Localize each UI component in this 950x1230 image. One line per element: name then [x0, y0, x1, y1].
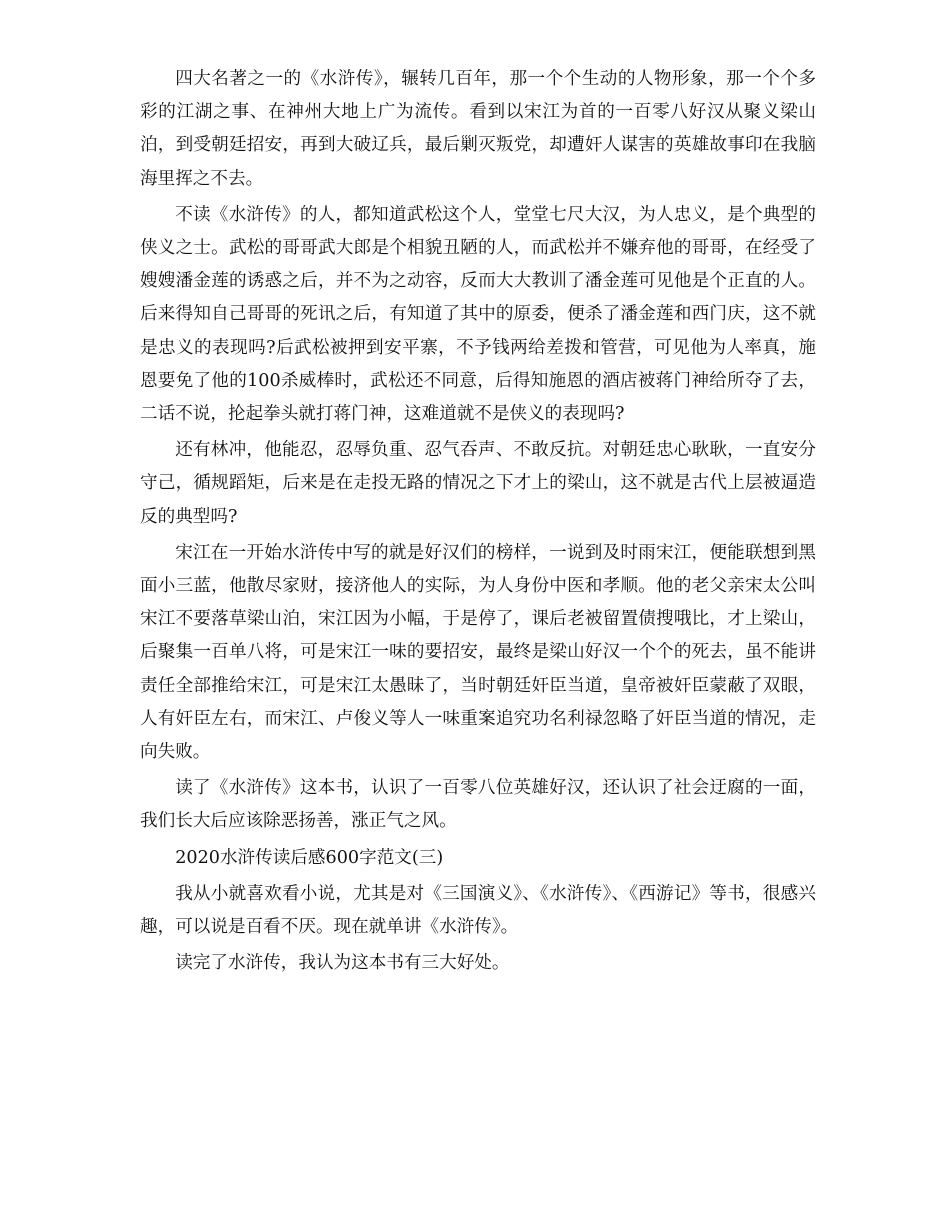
paragraph-wusong: 不读《水浒传》的人，都知道武松这个人，堂堂七尺大汉，为人忠义，是个典型的侠义之士。武松的哥哥武大郎是个相貌丑陋的人，而武松并不嫌弃他的哥哥，在经受了嫂嫂潘金莲的诱惑之后，并不为之动容，反而大大教训了潘金莲可见他是个正直的人。后来得知自己哥哥的死讯之后，有知道了其中的原委，便杀了潘金莲和西门庆，这不就是忠义的表现吗?后武松被押到安平寨，不予钱两给差拨和管营，可见他为人率真，施恩要免了他的100杀威棒时，武松还不同意，后得知施恩的酒店被蒋门神给所夺了去，二话不说，抡起拳头就打蒋门神，这难道就不是侠义的表现吗? [140, 204, 816, 425]
paragraph-three-benefits: 读完了水浒传，我认为这本书有三大好处。 [175, 953, 510, 974]
section-heading: 2020水浒传读后感600字范文(三) [175, 847, 444, 868]
paragraph-linchong: 还有林冲，他能忍，忍辱负重、忍气吞声、不敢反抗。对朝廷忠心耿耿，一直安分守己，循规蹈矩，后来是在走投无路的情况之下才上的梁山，这不就是古代上层被逼造反的典型吗? [140, 440, 816, 527]
paragraph-intro: 四大名著之一的《水浒传》，辗转几百年，那一个个生动的人物形象，那一个个多彩的江湖之事、在神州大地上广为流传。看到以宋江为首的一百零八好汉从聚义梁山泊，到受朝廷招安，再到大破辽兵，最后剿灭叛党，却遭奸人谋害的英雄故事印在我脑海里挥之不去。 [140, 69, 816, 189]
paragraph-novel-interest: 我从小就喜欢看小说，尤其是对《三国演义》、《水浒传》、《西游记》等书，很感兴趣，可以说是百看不厌。现在就单讲《水浒传》。 [140, 883, 816, 938]
paragraph-conclusion: 读了《水浒传》这本书，认识了一百零八位英雄好汉，还认识了社会迂腐的一面，我们长大后应该除恶扬善，涨正气之风。 [140, 778, 816, 832]
paragraph-songjiang: 宋江在一开始水浒传中写的就是好汉们的榜样，一说到及时雨宋江，便能联想到黑面小三蓝，他散尽家财，接济他人的实际，为人身份中医和孝顺。他的老父亲宋太公叫宋江不要落草梁山泊，宋江因为小幅，于是停了，课后老被留置债搜哦比，才上梁山，后聚集一百单八将，可是宋江一味的要招安，最终是梁山好汉一个个的死去，虽不能讲责任全部推给宋江，可是宋江太愚昧了，当时朝廷奸臣当道，皇帝被奸臣蒙蔽了双眼，人有奸臣左右，而宋江、卢俊义等人一味重案追究功名利禄忽略了奸臣当道的情况，走向失败。 [140, 542, 816, 763]
document-body [140, 63, 816, 983]
